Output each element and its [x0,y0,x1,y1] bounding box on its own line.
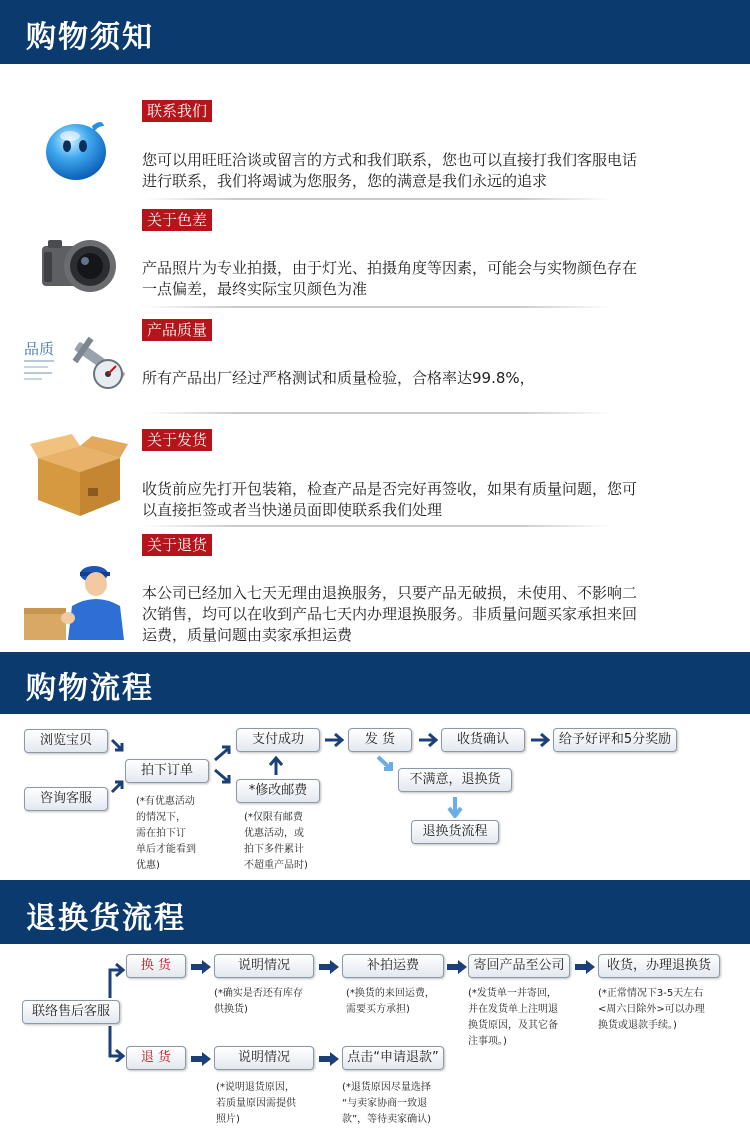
arrow-icon [110,778,126,794]
arrow-icon [574,959,596,975]
apply-refund-button[interactable]: 点击“申请退款” [342,1046,444,1070]
arrow-icon [213,768,233,786]
explain-refund-note: (*说明退货原因， 若质量原因需提供 照片) [216,1082,296,1125]
explain-exchange-button[interactable]: 说明情况 [214,954,314,978]
divider [142,412,612,414]
contact-text: 您可以用旺旺洽谈或留言的方式和我们联系，您也可以直接打我们客服电话进行联系，我们将竭诚为您服务，您的满意是我们永远的追求 [142,151,638,190]
receive-process-button[interactable]: 收货，办理退换货 [598,954,720,978]
contact-title: 联系我们 [142,100,212,122]
banner-flow-title: 购物流程 [26,671,154,706]
consult-button[interactable]: 咨询客服 [24,787,108,811]
arrow-icon [418,733,438,747]
return-flow-button[interactable]: 退换货流程 [411,820,499,844]
order-button[interactable]: 拍下订单 [125,759,209,783]
banner-returns [0,880,750,944]
courier-icon [24,556,132,640]
exchange-button[interactable]: 换 货 [126,954,186,978]
send-back-note: (*发货单一并寄回， 并在发货单上注明退 换货原因，及其它备 注事项。) [468,988,558,1047]
confirm-button[interactable]: 收货确认 [441,728,525,752]
refund-text: 本公司已经加入七天无理由退换服务，只要产品无破损，未使用、不影响二次销售，均可以在收到产品七天内办理退换服务。非质量问题买家承担来回运费，质量问题由卖家承担运费 [142,584,638,644]
quality-icon-label: 品质 [24,340,55,358]
arrow-icon [110,738,126,754]
refund-button[interactable]: 退 货 [126,1046,186,1070]
pay-freight-button[interactable]: 补拍运费 [342,954,444,978]
shipping-title: 关于发货 [142,429,212,451]
arrow-icon [318,959,340,975]
browse-button[interactable]: 浏览宝贝 [24,729,108,753]
quality-title: 产品质量 [142,319,212,341]
divider [142,306,612,308]
arrow-icon [104,1026,126,1062]
shipping-text: 收货前应先打开包装箱，检查产品是否完好再签收，如果有质量问题，您可以直接拒签或者当快递员面即使联系我们处理 [142,480,638,519]
quality-text: 所有产品出厂经过严格测试和质量检验，合格率达99.8%， [142,369,535,387]
modify-freight-button[interactable]: *修改邮费 [236,779,320,803]
modify-note: (*仅限有邮费 优惠活动，或 拍下多件累计 不超重产品时) [244,812,308,871]
camera-icon [38,236,124,296]
caliper-icon [22,358,62,386]
color-text: 产品照片为专业拍摄，由于灯光、拍摄角度等因素，可能会与实物颜色存在一点偏差，最终实际宝贝颜色为准 [142,259,638,298]
banner-flow [0,652,750,714]
wangwang-chat-icon [40,112,112,184]
arrow-icon [190,1051,212,1067]
divider [142,198,612,200]
banner-notice [0,0,750,64]
arrow-icon [324,733,344,747]
arrow-icon [268,756,284,776]
arrow-icon [213,744,233,762]
arrow-icon [190,959,212,975]
after-sales-service-button[interactable]: 联络售后客服 [22,1000,120,1024]
arrow-icon [376,755,396,773]
explain-exchange-note: (*确实是否还有库存 供换货) [214,988,303,1015]
arrow-icon [530,733,550,747]
send-back-button[interactable]: 寄回产品至公司 [468,954,570,978]
color-title: 关于色差 [142,209,212,231]
unsatisfied-button[interactable]: 不满意，退换货 [398,768,512,792]
divider [142,525,612,527]
caliper-icon [66,330,132,396]
banner-returns-title: 退换货流程 [26,901,186,936]
refund-title: 关于退货 [142,534,212,556]
order-note: (*有优惠活动 的情况下， 需在拍下订 单后才能看到 优惠) [136,796,196,871]
rate-button[interactable]: 给予好评和5分奖励 [553,728,677,752]
paid-button[interactable]: 支付成功 [236,728,320,752]
banner-notice-title: 购物须知 [26,20,154,55]
arrow-icon [318,1051,340,1067]
apply-refund-note: (*退货原因尽量选择 “与卖家协商一致退 款”，等待卖家确认) [342,1082,432,1125]
explain-refund-button[interactable]: 说明情况 [214,1046,314,1070]
arrow-icon [447,796,463,818]
freight-note: (*换货的来回运费， 需要买方承担) [346,988,435,1015]
box-icon [28,432,130,518]
receive-note: (*正常情况下3-5天左右 <周六日除外>可以办理 换货或退款手续。) [598,988,705,1031]
arrow-icon [446,959,468,975]
ship-button[interactable]: 发 货 [348,728,412,752]
arrow-icon [104,962,126,998]
